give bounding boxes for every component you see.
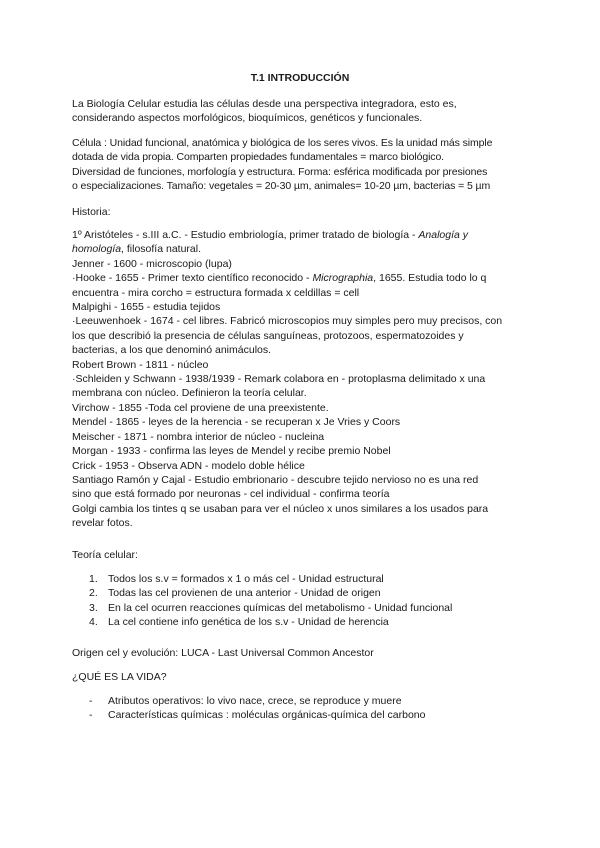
history-entry-crick: Crick - 1953 - Observa ADN - modelo doble hélice xyxy=(72,459,305,472)
history-entry-mendel: Mendel - 1865 - leyes de la herencia - se recuperan x Je Vries y Coors xyxy=(72,416,401,429)
teoria-celular-list xyxy=(89,572,529,630)
schleiden-line: ·Schleiden y Schwann - 1938/1939 - Remark colabora en - protoplasma delimitado x una xyxy=(72,373,486,386)
vida-heading: ¿QUÉ ES LA VIDA? xyxy=(72,671,167,683)
leeuwenhoek-line: los que describió la presencia de células sanguíneas, protozoos, espermatozoides y xyxy=(72,329,464,342)
list-item xyxy=(89,708,529,722)
teoria-heading: Teoría celular: xyxy=(72,549,138,561)
origen-paragraph: Origen cel y evolución: LUCA - Last Universal Common Ancestor xyxy=(72,647,374,659)
list-item-text: Todos los s.v = formados x 1 o más cel - Unidad estructural xyxy=(108,573,384,585)
history-entry-jenner: Jenner - 1600 - microscopio (lupa) xyxy=(72,257,232,270)
hooke-text-3: encuentra - mira corcho = estructura formada x celdillas = cell xyxy=(72,286,360,299)
history-entry-meischer: Meischer - 1871 - nombra interior de núcleo - nucleina xyxy=(72,430,325,443)
dash-bullet: - xyxy=(89,695,93,707)
cell-definition-paragraph xyxy=(72,136,530,194)
intro-line: considerando aspectos morfológicos, bioquímicos, genéticos y funcionales. xyxy=(72,112,423,125)
history-entry-aristoteles xyxy=(72,228,530,257)
history-entry-malpighi: Malpighi - 1655 - estudia tejidos xyxy=(72,301,221,314)
cell-def-line: dotada de vida propia. Comparten propiedades fundamentales = marco biológico. xyxy=(72,151,445,164)
list-item-text: Todas las cel provienen de una anterior - Unidad de origen xyxy=(108,587,381,600)
hooke-text-2: , 1655. Estudia todo lo q xyxy=(373,272,487,285)
leeuwenhoek-line: ·Leeuwenhoek - 1674 - cel libres. Fabricó microscopios muy simples pero muy precisos, con xyxy=(72,315,503,328)
cell-def-line: Diversidad de funciones, morfología y estructura. Forma: esférica modificada por presiones xyxy=(72,165,488,178)
history-entry-golgi xyxy=(72,502,530,531)
list-item-text: La cel contiene info genética de los s.v - Unidad de herencia xyxy=(108,616,389,629)
list-number: 3. xyxy=(89,601,98,614)
history-entry-ramon-y-cajal xyxy=(72,473,530,502)
history-entry-hooke xyxy=(72,271,530,300)
golgi-line: revelar fotos. xyxy=(72,517,133,530)
list-number: 2. xyxy=(89,587,98,600)
aristoteles-text-2: , filosofía natural. xyxy=(121,243,202,256)
aristoteles-emphasis-2: homología xyxy=(72,243,122,256)
list-item xyxy=(89,694,529,708)
history-entry-virchow: Virchow - 1855 -Toda cel proviene de una preexistente. xyxy=(72,401,329,414)
hooke-text: ·Hooke - 1655 - Primer texto científico reconocido - xyxy=(72,272,313,285)
cell-def-line: Célula : Unidad funcional, anatómica y biológica de los seres vivos. Es la unidad más simple xyxy=(72,137,493,149)
historia-section xyxy=(72,228,530,531)
historia-heading: Historia: xyxy=(72,206,111,218)
history-entry-schleiden xyxy=(72,372,530,401)
cell-def-line: o especializaciones. Tamaño: vegetales = 20-30 µm, animales= 10-20 µm, bacterias = 5 µm xyxy=(72,180,491,193)
ramon-line: Santiago Ramón y Cajal - Estudio embrionario - descubre tejido nervioso no es una red xyxy=(72,473,479,486)
leeuwenhoek-line: bacterias, a los que denominó animáculos. xyxy=(72,344,272,357)
history-entry-leeuwenhoek xyxy=(72,314,530,357)
history-entry-morgan: Morgan - 1933 - confirma las leyes de Mendel y recibe premio Nobel xyxy=(72,445,391,458)
list-number: 4. xyxy=(89,616,98,629)
list-item xyxy=(89,601,529,615)
list-item-text: Atributos operativos: lo vivo nace, crece, se reproduce y muere xyxy=(108,695,402,707)
vida-list xyxy=(89,694,529,723)
list-item-text: Características químicas : moléculas orgánicas-química del carbono xyxy=(108,709,426,722)
history-entry-brown: Robert Brown - 1811 - núcleo xyxy=(72,358,209,371)
intro-line: La Biología Celular estudia las células desde una perspectiva integradora, esto es, xyxy=(72,98,457,110)
hooke-emphasis: Micrographia xyxy=(312,272,374,285)
intro-paragraph xyxy=(72,97,530,126)
list-item xyxy=(89,572,529,586)
list-item xyxy=(89,586,529,600)
list-item xyxy=(89,615,529,629)
dash-bullet: - xyxy=(89,709,93,722)
list-item-text: En la cel ocurren reacciones químicas del metabolismo - Unidad funcional xyxy=(108,601,453,614)
golgi-line: Golgi cambia los tintes q se usaban para ver el núcleo x unos similares a los usados para xyxy=(72,502,489,515)
schleiden-line: membrana con núcleo. Definieron la teoría celular. xyxy=(72,387,307,400)
ramon-line: sino que está formado por neuronas - cel individual - confirma teoría xyxy=(72,488,390,501)
list-number: 1. xyxy=(89,573,98,585)
aristoteles-text: 1º Aristóteles - s.III a.C. - Estudio embriología, primer tratado de biología - xyxy=(72,229,419,241)
aristoteles-emphasis: Analogía y xyxy=(418,229,469,241)
page-title: T.1 INTRODUCCIÓN xyxy=(250,72,350,84)
